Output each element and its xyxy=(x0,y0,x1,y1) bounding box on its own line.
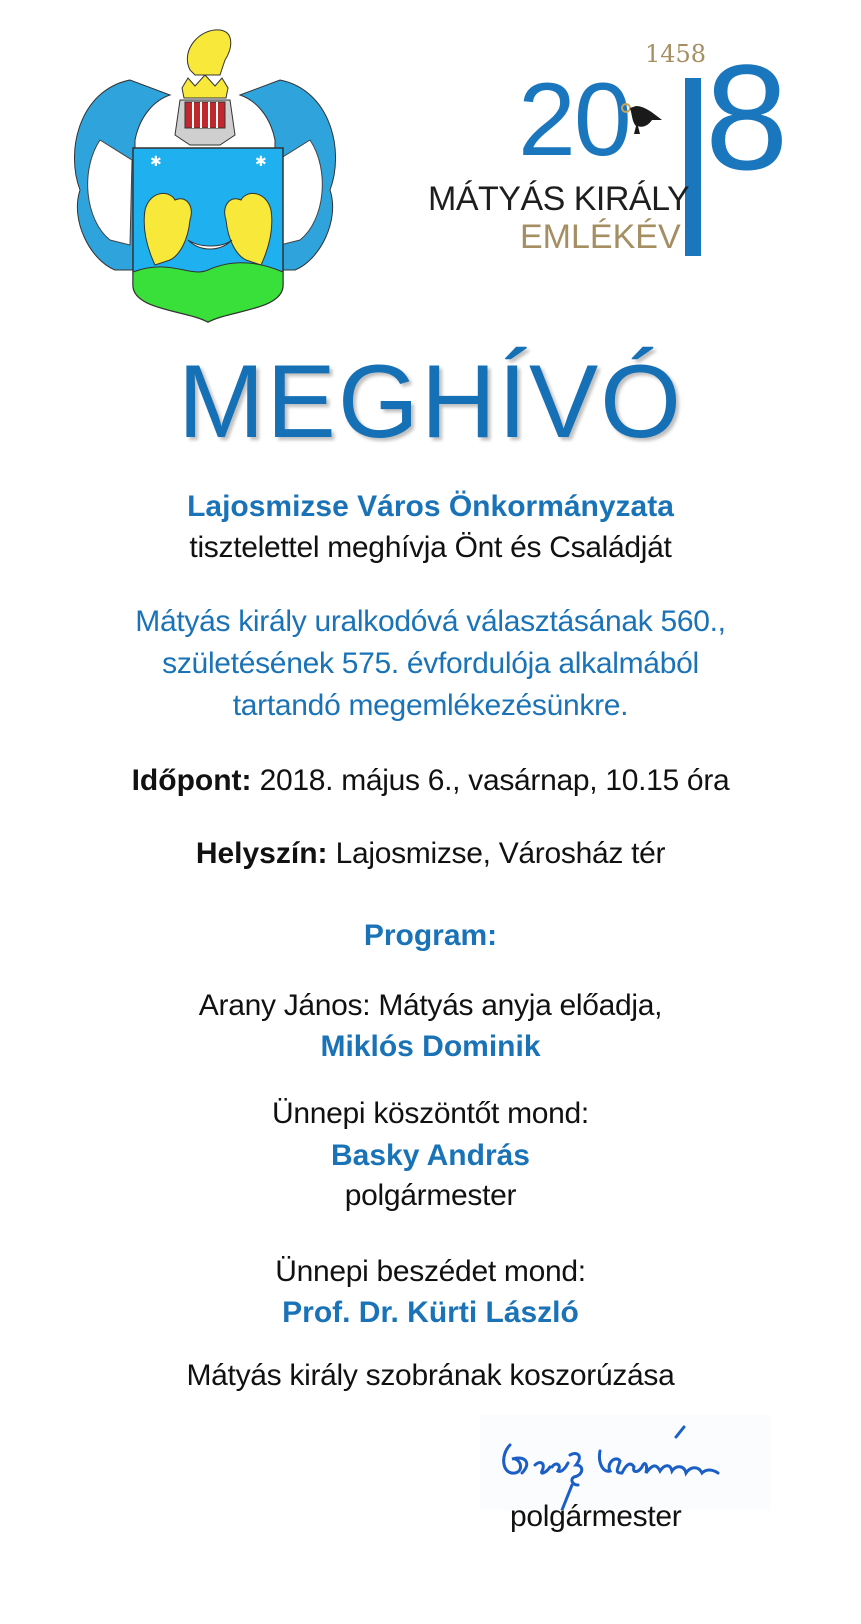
program-item-person: Basky András xyxy=(331,1139,530,1172)
logo-year-1-bar xyxy=(685,78,701,256)
logo-year-20: 20 xyxy=(518,62,630,178)
occasion-line: Mátyás király uralkodóvá választásának 560., xyxy=(135,605,726,638)
signature-image xyxy=(480,1415,770,1510)
program-item-person: Miklós Dominik xyxy=(320,1030,541,1063)
event-time xyxy=(0,761,861,801)
occasion-line: tartandó megemlékezésünkre. xyxy=(232,689,629,722)
program-item-text: Ünnepi beszédet mond: xyxy=(275,1255,586,1288)
organizer: Lajosmizse Város Önkormányzata xyxy=(187,490,674,523)
handwritten-signature-icon xyxy=(480,1415,770,1510)
invitation-line: tisztelettel meghívja Önt és Családját xyxy=(189,531,672,564)
program-item-person: Prof. Dr. Kürti László xyxy=(282,1296,579,1329)
event-location-value: Lajosmizse, Városház tér xyxy=(327,837,666,870)
logo-year-8: 8 xyxy=(705,33,789,201)
logo-emlekev: EMLÉKÉV xyxy=(520,218,681,256)
coat-of-arms-icon xyxy=(60,20,350,330)
event-location-label: Helyszín: xyxy=(195,837,328,870)
raven-with-ring-icon xyxy=(618,98,668,146)
logo-matyas-kiraly: MÁTYÁS KIRÁLY xyxy=(428,180,690,218)
event-time-value: 2018. május 6., vasárnap, 10.15 óra xyxy=(251,764,730,797)
program-item-text: Ünnepi köszöntőt mond: xyxy=(272,1097,589,1130)
program-heading: Program: xyxy=(363,919,498,952)
program-item-role: polgármester xyxy=(344,1179,517,1212)
logo-year-1458: 1458 xyxy=(645,40,707,68)
page-title: MEGHÍVÓ xyxy=(177,344,684,460)
signature-title: polgármester xyxy=(510,1500,682,1533)
svg-text:✱: ✱ xyxy=(255,154,267,170)
occasion-line: születésének 575. évfordulója alkalmából xyxy=(162,647,699,680)
svg-text:✱: ✱ xyxy=(150,154,162,170)
program-item-text: Mátyás király szobrának koszorúzása xyxy=(186,1359,675,1392)
program-item-text: Arany János: Mátyás anyja előadja, xyxy=(198,989,663,1022)
matyas-kiraly-emlekev-logo xyxy=(400,30,800,270)
event-time-label: Időpont: xyxy=(131,764,252,797)
event-location xyxy=(0,834,861,874)
